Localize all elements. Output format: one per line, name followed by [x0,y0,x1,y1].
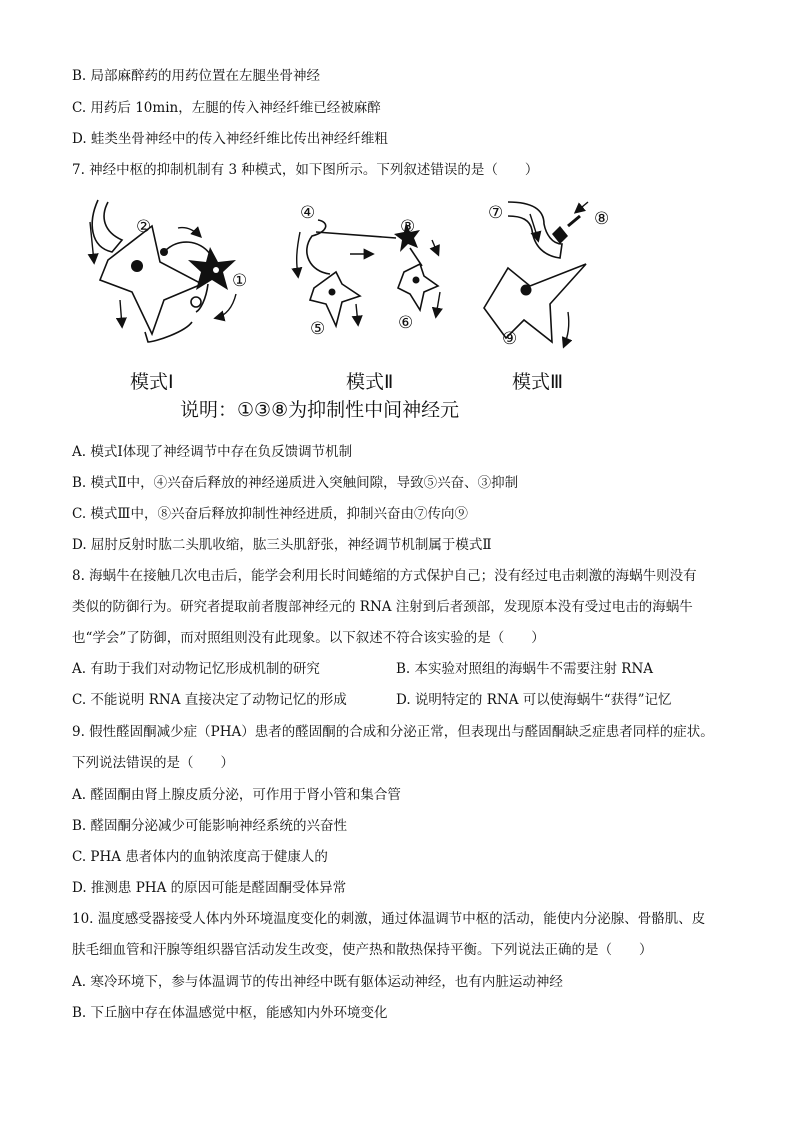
q8-stem-line2: 类似的防御行为。研究者提取前者腹部神经元的 RNA 注射到后者颈部，发现原本没有受过电击的海蜗牛 [72,599,693,615]
figure-note: 说明：①③⑧为抑制性中间神经元 [180,399,460,421]
mode-2-neuron-5 [310,272,360,326]
label-7: ⑦ [488,203,504,223]
q6-option-c: C. 用药后 10min，左腿的传入神经纤维已经被麻醉 [72,100,381,116]
label-5: ⑤ [310,319,326,339]
q9-option-c: C. PHA 患者体内的血钠浓度高于健康人的 [72,849,328,865]
mode-2-diagram [297,203,440,393]
label-2: ② [136,217,152,237]
q10-option-b: B. 下丘脑中存在体温感觉中枢，能感知内外环境变化 [72,1005,388,1021]
mode-1-afferent-fiber [92,200,122,252]
q7-option-b: B. 模式Ⅱ中，④兴奋后释放的神经递质进入突触间隙，导致⑤兴奋、③抑制 [72,475,519,491]
label-1: ① [232,271,248,291]
q8-stem-line3: 也“学会”了防御，而对照组则没有此现象。以下叙述不符合该实验的是（ ） [72,630,545,646]
q8-option-a: A. 有助于我们对动物记忆形成机制的研究 [72,661,320,677]
mode-3-neuron-9 [484,264,586,342]
label-3: ③ [400,217,416,237]
mode-3-diagram [484,202,609,393]
q10-stem-line2: 肤毛细血管和汗腺等组织器官活动发生改变，使产热和散热保持平衡。下列说法正确的是（ ） [72,942,653,958]
q8-option-b: B. 本实验对照组的海蜗牛不需要注射 RNA [396,661,654,677]
q9-option-a: A. 醛固酮由肾上腺皮质分泌，可作用于肾小管和集合管 [72,787,401,803]
label-8: ⑧ [594,209,610,229]
caption-mode-3: 模式Ⅲ [512,371,564,393]
q8-stem-line1: 8. 海蜗牛在接触几次电击后，能学会利用长时间蜷缩的方式保护自己；没有经过电击刺激的海蜗牛则没有 [72,568,697,584]
q8-option-c: C. 不能说明 RNA 直接决定了动物记忆的形成 [72,692,347,708]
mode-1-collateral [164,242,210,254]
q7-option-d: D. 屈肘反射时肱二头肌收缩，肱三头肌舒张，神经调节机制属于模式Ⅱ [72,537,492,553]
q7-option-a: A. 模式Ⅰ体现了神经调节中存在负反馈调节机制 [72,444,353,460]
q6-option-d: D. 蛙类坐骨神经中的传入神经纤维比传出神经纤维粗 [72,131,388,147]
q10-stem-line1: 10. 温度感受器接受人体内外环境温度变化的刺激，通过体温调节中枢的活动，能使内分泌腺、骨骼肌、皮 [72,911,706,927]
mode-1-nucleus [131,260,143,272]
label-9: ⑨ [502,329,518,349]
q6-option-b: B. 局部麻醉药的用药位置在左腿坐骨神经 [72,68,321,84]
label-6: ⑥ [398,313,414,333]
q7-stem: 7. 神经中枢的抑制机制有 3 种模式，如下图所示。下列叙述错误的是（ ） [72,162,539,178]
caption-mode-1: 模式Ⅰ [130,371,174,393]
q8-option-d: D. 说明特定的 RNA 可以使海蜗牛“获得”记忆 [396,692,672,708]
q9-stem-line1: 9. 假性醛固酮减少症（PHA）患者的醛固酮的合成和分泌正常，但表现出与醛固酮缺乏症患者同样的症状。 [72,724,714,740]
q7-option-c: C. 模式Ⅲ中，⑧兴奋后释放抑制性神经进质，抑制兴奋由⑦传向⑨ [72,506,468,522]
q9-option-d: D. 推测患 PHA 的原因可能是醛固酮受体异常 [72,880,347,896]
mode-2-neuron-6 [398,264,438,310]
mode-2-fiber-4 [307,220,330,274]
inhibition-modes-figure [60,192,610,424]
label-4: ④ [300,203,316,223]
mode-1-diagram [90,200,247,393]
q9-stem-line2: 下列说法错误的是（ ） [72,755,234,771]
q9-option-b: B. 醛固酮分泌减少可能影响神经系统的兴奋性 [72,818,348,834]
caption-mode-2: 模式Ⅱ [346,371,394,393]
q10-option-a: A. 寒冷环境下，参与体温调节的传出神经中既有躯体运动神经，也有内脏运动神经 [72,974,563,990]
